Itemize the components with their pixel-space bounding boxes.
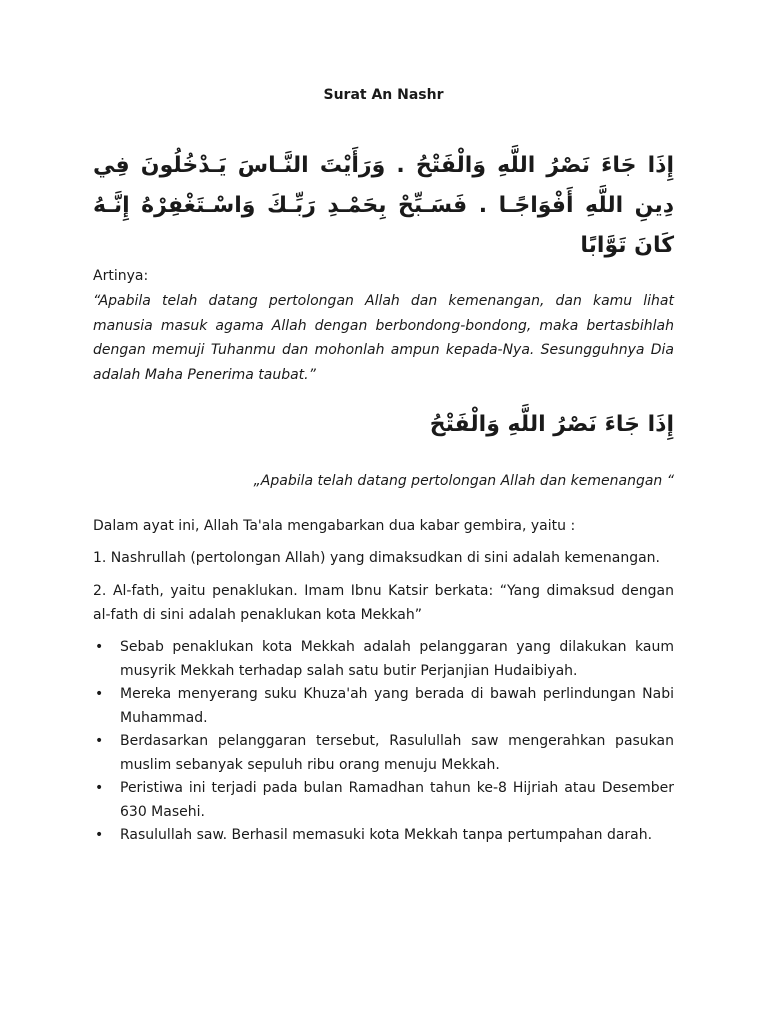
list-item xyxy=(93,777,674,824)
point-1-paragraph: 1. Nashrullah (pertolongan Allah) yang dimaksudkan di sini adalah kemenangan. xyxy=(93,550,660,566)
bullet-icon: • xyxy=(95,639,104,655)
bullet-icon: • xyxy=(95,780,104,796)
bullet-icon: • xyxy=(95,827,104,843)
list-item-text: Mereka menyerang suku Khuza'ah yang berada di bawah perlindungan Nabi Muhammad. xyxy=(120,686,674,726)
list-item xyxy=(93,683,674,730)
bullet-icon: • xyxy=(95,733,104,749)
list-item-text: Berdasarkan pelanggaran tersebut, Rasulullah saw mengerahkan pasukan muslim sebanyak sepuluh ribu orang menuju Mekkah. xyxy=(120,733,674,773)
point-2-paragraph: 2. Al-fath, yaitu penaklukan. Imam Ibnu Katsir berkata: “Yang dimaksud dengan al-fath di sini adalah penaklukan kota Mekkah” xyxy=(93,583,674,623)
list-item-text: Peristiwa ini terjadi pada bulan Ramadhan tahun ke-8 Hijriah atau Desember 630 Masehi. xyxy=(120,780,674,820)
bullet-list xyxy=(93,636,674,848)
arabic-verse-1: إِذَا جَاءَ نَصْرُ اللَّهِ وَالْفَتْحُ xyxy=(429,412,674,437)
verse-1-translation: „Apabila telah datang pertolongan Allah dan kemenangan “ xyxy=(253,473,674,489)
arabic-surah-text: إِذَا جَاءَ نَصْرُ اللَّهِ وَالْفَتْحُ . وَرَأَيْتَ النَّـاسَ يَـدْخُلُونَ فِي دِينِ اللَّهِ أَفْوَاجًـا . فَسَـبِّحْ بِحَمْـدِ رَبِّـكَ وَاسْـتَغْفِرْهُ إِنَّـهُ كَانَ تَوَّابًا xyxy=(93,153,674,258)
list-item xyxy=(93,730,674,777)
intro-paragraph: Dalam ayat ini, Allah Ta'ala mengabarkan dua kabar gembira, yaitu : xyxy=(93,518,576,534)
document-title: Surat An Nashr xyxy=(323,87,444,103)
list-item xyxy=(93,824,674,848)
list-item xyxy=(93,636,674,683)
list-item-text: Sebab penaklukan kota Mekkah adalah pelanggaran yang dilakukan kaum musyrik Mekkah terhadap salah satu butir Perjanjian Hudaibiyah. xyxy=(120,639,674,679)
bullet-icon: • xyxy=(95,686,104,702)
list-item-text: Rasulullah saw. Berhasil memasuki kota Mekkah tanpa pertumpahan darah. xyxy=(120,827,653,843)
artinya-label: Artinya: xyxy=(93,268,149,284)
surah-translation: “Apabila telah datang pertolongan Allah dan kemenangan, dan kamu lihat manusia masuk agama Allah dengan berbondong-bondong, maka bertasbihlah dengan memuji Tuhanmu dan mohonlah ampun kepada-Nya. Sesungguhnya Dia adalah Maha Penerima taubat.” xyxy=(93,293,674,383)
